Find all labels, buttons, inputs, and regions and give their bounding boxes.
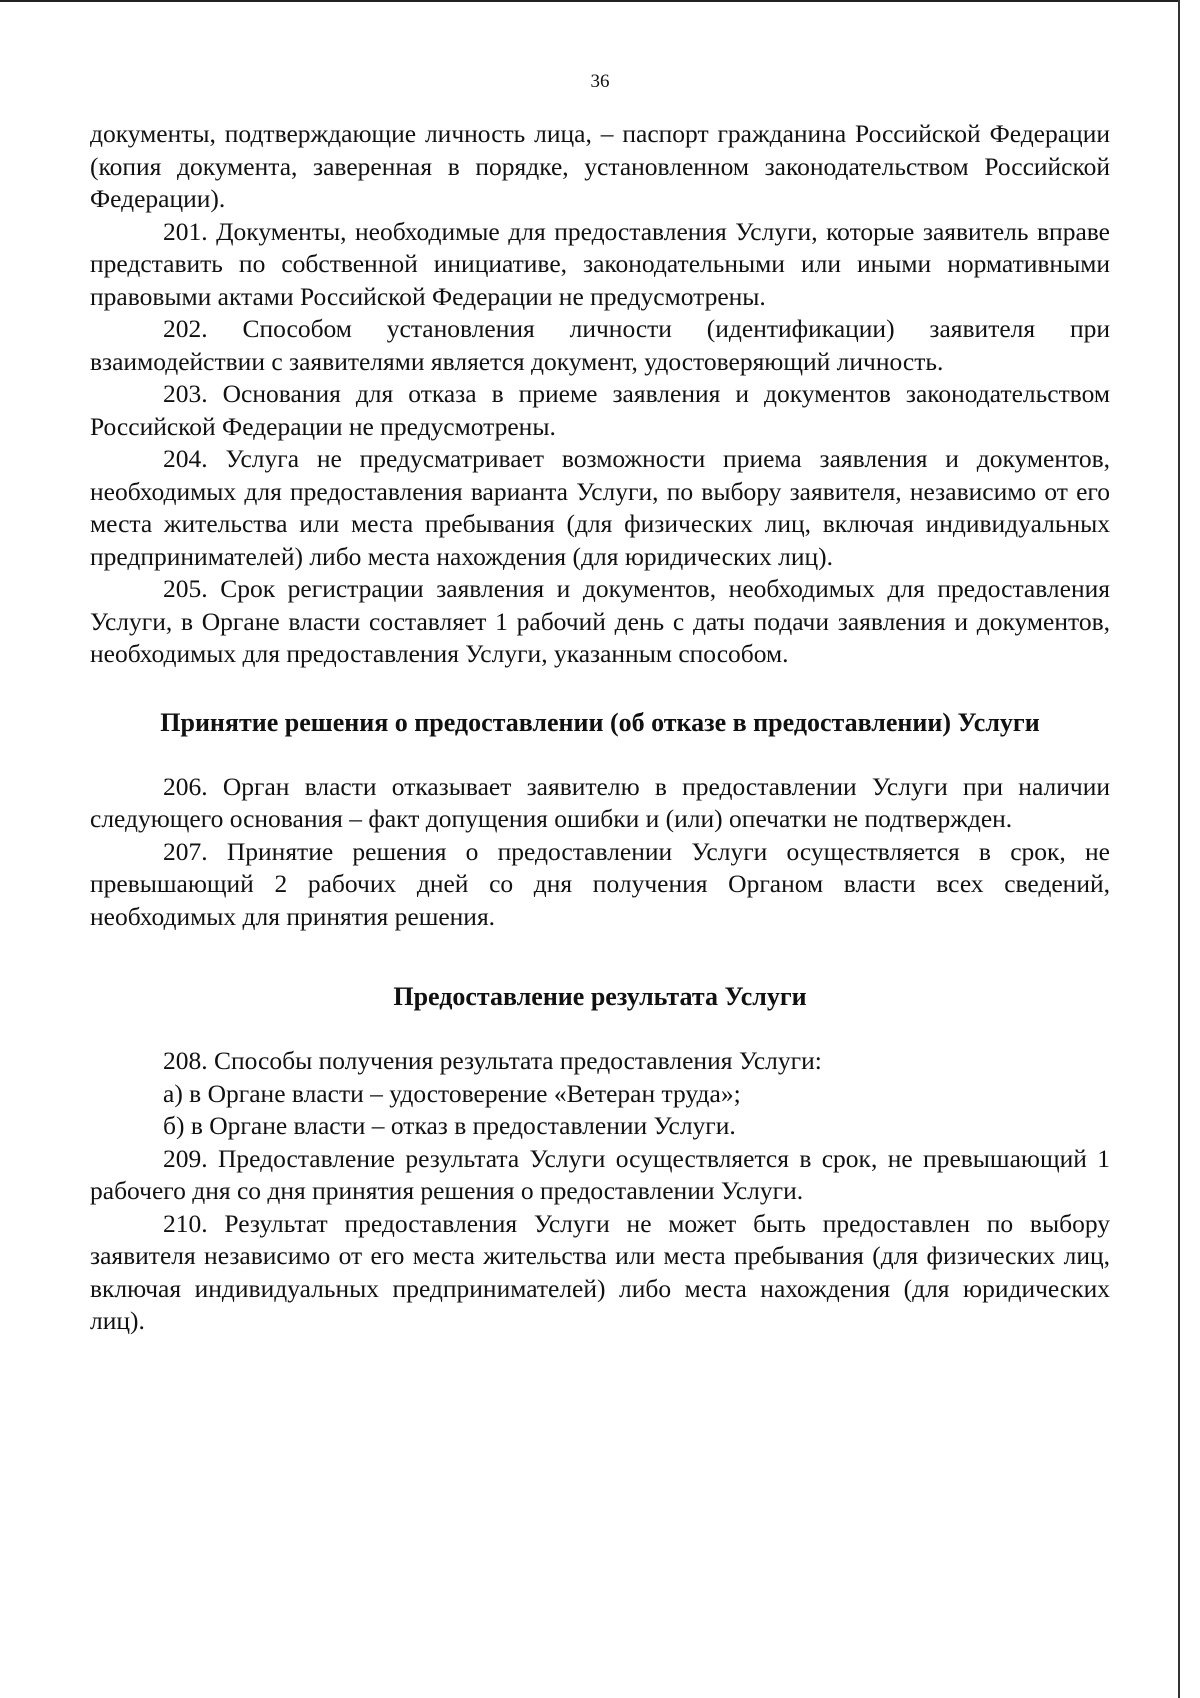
paragraph-206: 206. Орган власти отказывает заявителю в предоставлении Услуги при наличии следующего основания – факт допущения ошибки и (или) опечатки не подтвержден. xyxy=(90,771,1110,833)
paragraph-203: 203. Основания для отказа в приеме заявления и документов законодательством Российской Федерации не предусмотрены. xyxy=(90,379,1110,441)
paragraph-202: 202. Способом установления личности (идентификации) заявителя при взаимодействии с заявителями является документ, удостоверяющий личность. xyxy=(90,314,1110,376)
paragraph-205: 205. Срок регистрации заявления и документов, необходимых для предоставления Услуги, в Органе власти составляет 1 рабочий день с даты подачи заявления и документов, необходимых для предоставления Услуги, указанным способом. xyxy=(90,574,1110,668)
section-intro xyxy=(90,118,1110,671)
section-heading-result: Предоставление результата Услуги xyxy=(393,982,807,1011)
paragraph-208-a: а) в Органе власти – удостоверение «Ветеран труда»; xyxy=(163,1078,741,1108)
section-result xyxy=(90,1045,1110,1338)
section-decision xyxy=(90,771,1110,934)
paragraph-208-b: б) в Органе власти – отказ в предоставлении Услуги. xyxy=(163,1111,736,1140)
scan-right-edge xyxy=(1178,0,1180,1698)
document-page xyxy=(90,70,1110,1338)
paragraph-continuation: документы, подтверждающие личность лица, – паспорт гражданина Российской Федерации (копия документа, заверенная в порядке, установленном законодательством Российской Федерации). xyxy=(90,119,1110,213)
paragraph-209: 209. Предоставление результата Услуги осуществляется в срок, не превышающий 1 рабочего дня со дня принятия решения о предоставлении Услуги. xyxy=(90,1143,1110,1205)
paragraph-207: 207. Принятие решения о предоставлении Услуги осуществляется в срок, не превышающий 2 рабочих дней со дня получения Органом власти всех сведений, необходимых для принятия решения. xyxy=(90,836,1110,931)
scan-top-edge xyxy=(0,0,1178,2)
paragraph-208: 208. Способы получения результата предоставления Услуги: xyxy=(163,1046,822,1075)
paragraph-210: 210. Результат предоставления Услуги не может быть предоставлен по выбору заявителя независимо от его места жительства или места пребывания (для физических лиц, включая индивидуальных предпринимателей) либо места нахождения (для юридических лиц). xyxy=(90,1208,1110,1335)
page-number: 36 xyxy=(590,71,610,92)
paragraph-201: 201. Документы, необходимые для предоставления Услуги, которые заявитель вправе представить по собственной инициативе, законодательными или иными нормативными правовыми актами Российской Федерации не предусмотрены. xyxy=(90,216,1110,311)
paragraph-204: 204. Услуга не предусматривает возможности приема заявления и документов, необходимых для предоставления варианта Услуги, по выбору заявителя, независимо от его места жительства или места пребывания (для физических лиц, включая индивидуальных предпринимателей) либо места нахождения (для юридических лиц). xyxy=(90,444,1110,571)
section-heading-decision: Принятие решения о предоставлении (об отказе в предоставлении) Услуги xyxy=(160,707,1040,737)
